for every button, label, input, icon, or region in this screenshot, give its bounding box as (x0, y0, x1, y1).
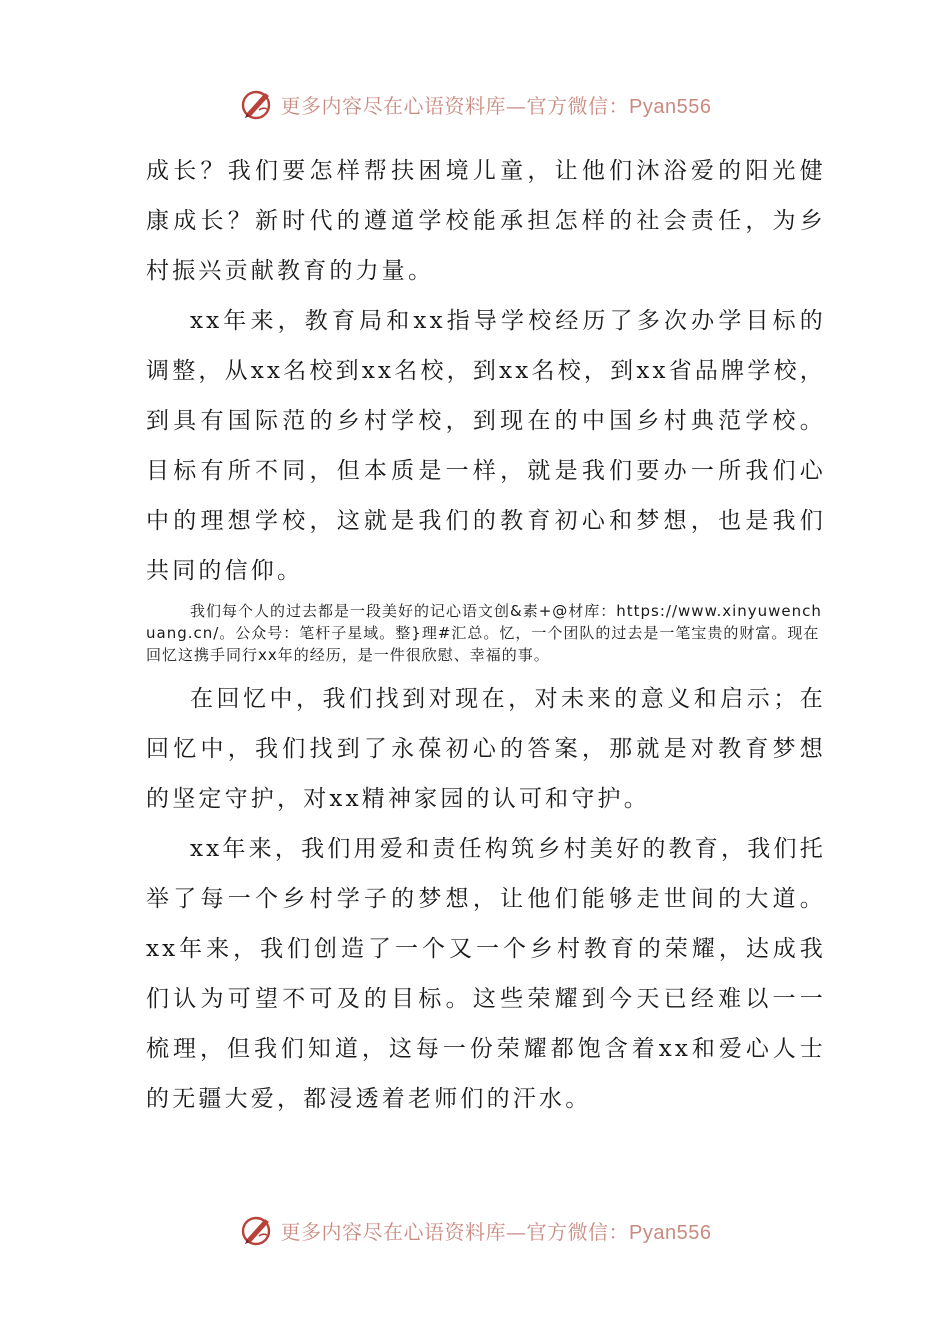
footer-banner-wechat-id: Pyan556 (629, 1221, 712, 1244)
paragraph-5: xx年来，我们用爱和责任构筑乡村美好的教育，我们托举了每一个乡村学子的梦想，让他们能够走世间的大道。xx年来，我们创造了一个又一个乡村教育的荣耀，达成我们认为可望不可及的目标。这些荣耀到今天已经难以一一梳理，但我们知道，这每一份荣耀都饱含着xx和爱心人士的无疆大爱，都浸透着老师们的汗水。 (146, 836, 826, 1112)
footer-banner-inner (239, 1212, 712, 1248)
paragraph-3-note: 我们每个人的过去都是一段美好的记心语文创&素+@材库：https://www.xinyuwenchuang.cn/。公众号：笔杆子星域。整}理#汇总。忆，一个团队的过去是一笔宝贵的财富。现在回忆这携手同行xx年的经历，是一件很欣慰、幸福的事。 (146, 602, 822, 664)
document-body (146, 146, 826, 1124)
header-banner-wechat-id: Pyan556 (629, 95, 712, 118)
pen-logo-icon (239, 1212, 275, 1248)
header-banner-main: 更多内容尽在心语资料库—官方微信： (280, 93, 630, 118)
header-banner (0, 84, 950, 124)
header-banner-inner (239, 86, 712, 122)
paragraph-2: xx年来，教育局和xx指导学校经历了多次办学目标的调整，从xx名校到xx名校，到xx名校，到xx省品牌学校，到具有国际范的乡村学校，到现在的中国乡村典范学校。目标有所不同，但本质是一样，就是我们要办一所我们心中的理想学校，这就是我们的教育初心和梦想，也是我们共同的信仰。 (146, 308, 826, 584)
footer-banner-text (281, 1216, 712, 1245)
footer-banner-main: 更多内容尽在心语资料库—官方微信： (280, 1219, 630, 1244)
paragraph-1: 成长？我们要怎样帮扶困境儿童，让他们沐浴爱的阳光健康成长？新时代的遵道学校能承担怎样的社会责任，为乡村振兴贡献教育的力量。 (146, 158, 826, 284)
header-banner-text (281, 90, 712, 119)
paragraph-4: 在回忆中，我们找到对现在，对未来的意义和启示；在回忆中，我们找到了永葆初心的答案，那就是对教育梦想的坚定守护，对xx精神家园的认可和守护。 (146, 686, 826, 812)
footer-banner (0, 1210, 950, 1250)
pen-logo-icon (239, 86, 275, 122)
